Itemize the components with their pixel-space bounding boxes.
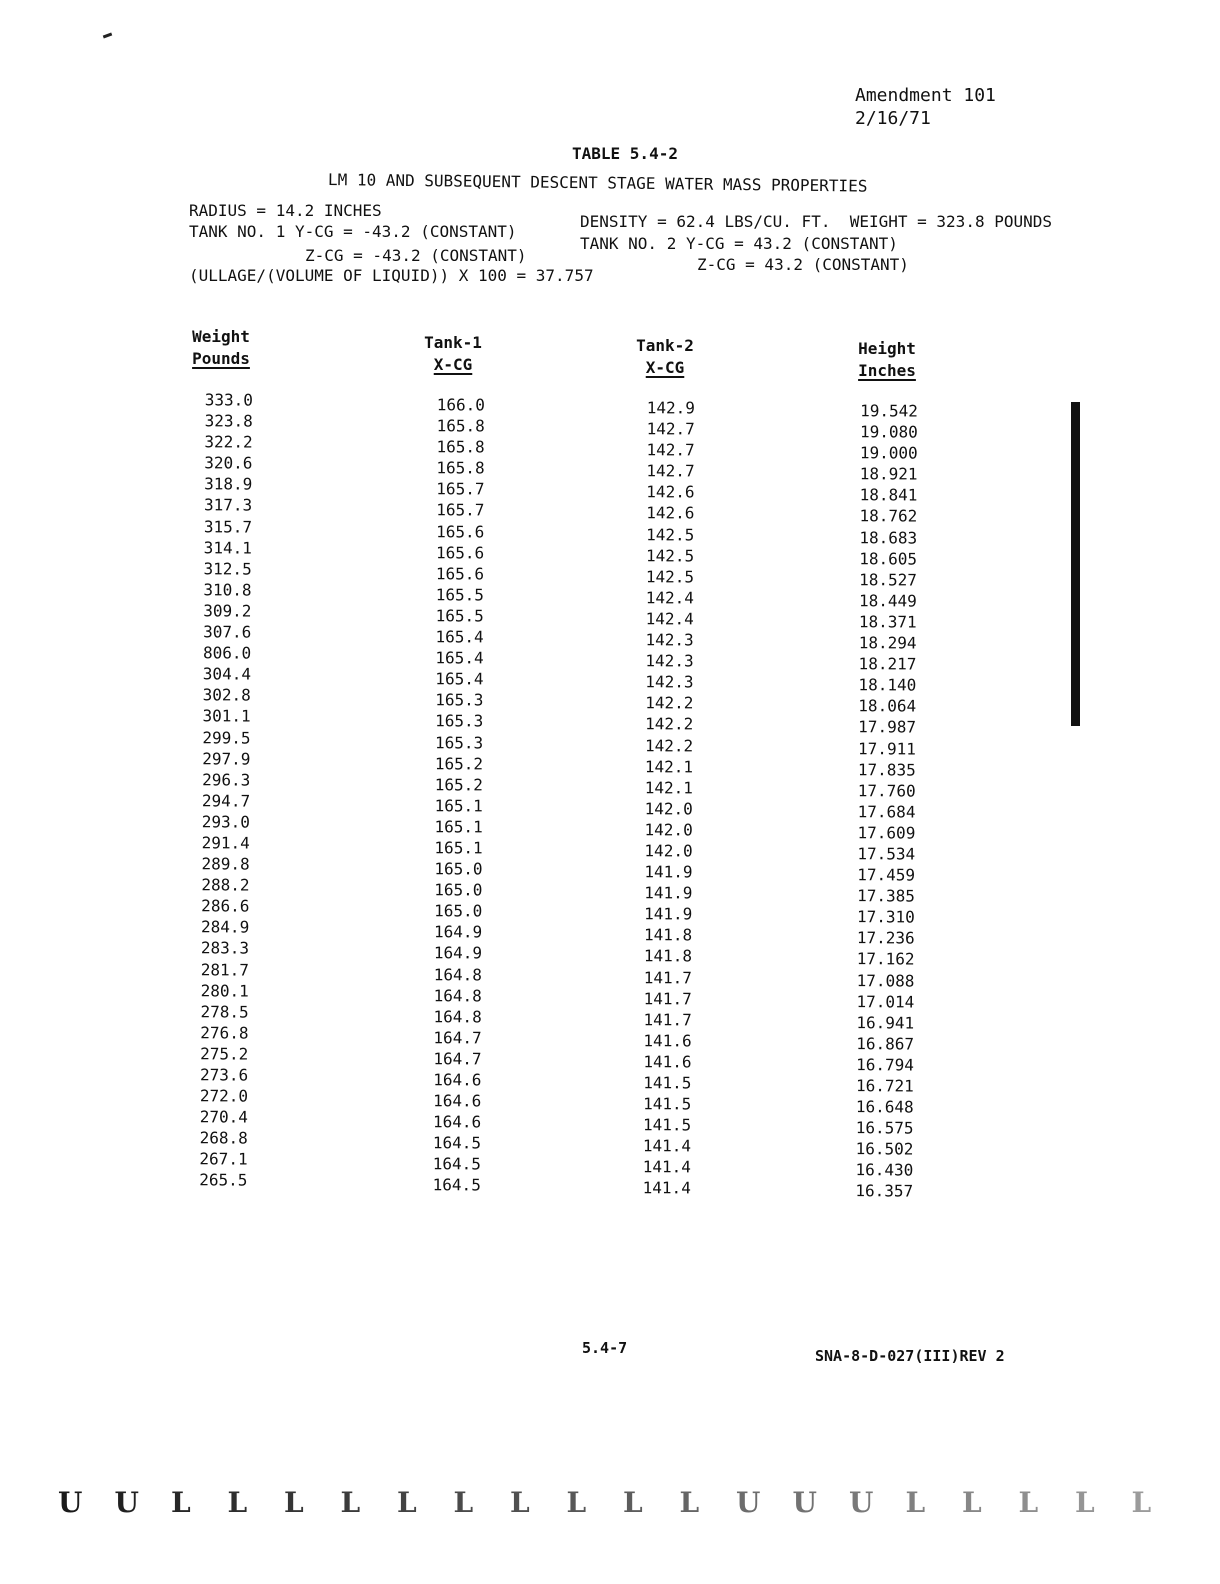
- punch-mark: L: [623, 1486, 643, 1519]
- table-cell: 164.7: [433, 1028, 482, 1048]
- table-number: TABLE 5.4-2: [572, 144, 678, 163]
- table-cell: 18.140: [858, 675, 917, 695]
- param-ullage: (ULLAGE/(VOLUME OF LIQUID)) X 100 = 37.757: [189, 266, 594, 285]
- column-tank1-xcg: [391, 394, 485, 1196]
- table-cell: 164.5: [432, 1175, 481, 1195]
- punch-mark: U: [792, 1486, 817, 1519]
- column-header-tank2: [626, 335, 704, 379]
- param-tank2-ycg: TANK NO. 2 Y-CG = 43.2 (CONSTANT): [580, 234, 898, 253]
- table-cell: 165.1: [434, 795, 483, 816]
- table-cell: 142.6: [646, 482, 695, 502]
- param-tank1-ycg: TANK NO. 1 Y-CG = -43.2 (CONSTANT): [189, 222, 517, 241]
- punch-mark: L: [566, 1486, 587, 1519]
- table-cell: 273.6: [199, 1065, 249, 1085]
- table-cell: 17.459: [857, 865, 916, 885]
- table-cell: 142.4: [645, 588, 694, 608]
- table-cell: 333.0: [204, 390, 253, 410]
- column-header-line2: Pounds: [192, 349, 250, 368]
- table-cell: 17.014: [856, 991, 915, 1012]
- table-cell: 142.7: [646, 419, 695, 439]
- table-cell: 281.7: [200, 959, 250, 980]
- table-cell: 283.3: [200, 938, 250, 959]
- table-cell: 165.4: [435, 669, 484, 689]
- table-cell: 166.0: [436, 395, 485, 415]
- table-cell: 165.8: [436, 437, 485, 457]
- table-cell: 165.8: [436, 416, 485, 436]
- table-cell: 165.3: [435, 711, 484, 731]
- table-cell: 314.1: [203, 537, 252, 558]
- amendment-block: [855, 84, 996, 130]
- column-header-line1: Weight: [192, 327, 250, 346]
- punch-mark: U: [736, 1486, 761, 1519]
- table-cell: 142.0: [644, 841, 693, 861]
- table-cell: 16.357: [855, 1181, 914, 1202]
- table-cell: 18.371: [858, 612, 917, 632]
- table-cell: 142.2: [645, 693, 694, 713]
- table-cell: 142.3: [645, 651, 694, 671]
- table-cell: 141.5: [643, 1073, 692, 1093]
- table-cell: 164.6: [433, 1070, 482, 1090]
- table-cell: 164.9: [433, 922, 483, 942]
- column-header-line1: Tank-2: [636, 336, 694, 355]
- column-header-line2: Inches: [858, 361, 916, 380]
- table-cell: 142.3: [645, 630, 694, 650]
- table-cell: 16.867: [856, 1033, 915, 1054]
- table-cell: 165.1: [434, 838, 483, 858]
- table-cell: 17.684: [857, 801, 916, 822]
- table-cell: 17.236: [856, 928, 915, 948]
- table-cell: 18.449: [858, 591, 917, 611]
- column-header-height: [850, 338, 924, 382]
- table-cell: 270.4: [199, 1107, 248, 1127]
- table-cell: 165.2: [434, 753, 484, 774]
- table-cell: 310.8: [203, 580, 252, 600]
- table-cell: 315.7: [203, 516, 253, 537]
- table-cell: 164.7: [433, 1049, 482, 1069]
- param-density-weight: DENSITY = 62.4 LBS/CU. FT. WEIGHT = 323.8 POUNDS: [580, 212, 1053, 231]
- table-cell: 288.2: [201, 875, 250, 895]
- table-cell: 165.5: [435, 585, 484, 605]
- table-cell: 18.841: [859, 485, 918, 505]
- column-tank2-xcg: [601, 397, 695, 1199]
- table-cell: 141.7: [643, 967, 693, 987]
- table-cell: 17.310: [856, 907, 915, 927]
- punch-mark: L: [340, 1486, 361, 1519]
- table-cell: 284.9: [201, 917, 250, 937]
- table-cell: 164.9: [433, 943, 483, 963]
- table-cell: 265.5: [199, 1170, 248, 1191]
- table-cell: 276.8: [200, 1023, 249, 1043]
- table-cell: 272.0: [199, 1086, 249, 1106]
- punch-mark: L: [510, 1486, 530, 1519]
- table-cell: 301.1: [202, 706, 251, 727]
- punch-mark: L: [1131, 1486, 1152, 1519]
- table-cell: 142.6: [646, 503, 695, 523]
- table-cell: 165.6: [435, 542, 485, 563]
- table-cell: 16.648: [855, 1097, 914, 1117]
- table-cell: 278.5: [200, 1001, 249, 1022]
- table-cell: 294.7: [201, 791, 251, 811]
- punch-mark: U: [849, 1486, 874, 1519]
- table-cell: 142.0: [644, 820, 693, 840]
- table-cell: 142.1: [644, 756, 694, 777]
- table-cell: 19.080: [859, 422, 918, 442]
- param-tank2-zcg: Z-CG = 43.2 (CONSTANT): [697, 255, 909, 274]
- table-cell: 141.5: [643, 1094, 692, 1114]
- table-cell: 164.8: [433, 964, 483, 984]
- table-cell: 141.4: [642, 1157, 692, 1177]
- table-cell: 17.835: [857, 759, 916, 780]
- column-header-line2: X-CG: [433, 355, 473, 374]
- table-cell: 142.5: [645, 545, 695, 566]
- param-radius: RADIUS = 14.2 INCHES: [189, 201, 382, 220]
- table-cell: 16.430: [855, 1160, 914, 1180]
- table-cell: 18.921: [859, 464, 918, 484]
- table-cell: 296.3: [202, 769, 251, 790]
- table-cell: 317.3: [203, 495, 253, 516]
- table-cell: 18.683: [859, 527, 918, 548]
- table-cell: 18.294: [858, 633, 917, 653]
- param-tank1-zcg: Z-CG = -43.2 (CONSTANT): [305, 246, 527, 265]
- table-cell: 806.0: [202, 643, 252, 663]
- table-cell: 141.9: [644, 883, 693, 903]
- table-cell: 141.9: [644, 862, 693, 882]
- table-cell: 302.8: [202, 685, 251, 705]
- table-cell: 141.4: [642, 1136, 692, 1156]
- table-cell: 142.9: [646, 398, 695, 418]
- table-cell: 19.000: [859, 443, 918, 463]
- column-weight: [157, 389, 253, 1191]
- table-cell: 17.534: [857, 844, 916, 864]
- punch-mark: L: [284, 1486, 304, 1519]
- table-cell: 286.6: [201, 896, 250, 916]
- punch-mark: U: [58, 1486, 83, 1519]
- table-cell: 165.5: [435, 606, 484, 626]
- column-height: [823, 400, 918, 1202]
- table-cell: 141.7: [643, 988, 692, 1009]
- column-header-line2: X-CG: [645, 358, 685, 377]
- table-cell: 142.1: [644, 777, 694, 798]
- table-cell: 141.8: [643, 925, 693, 945]
- table-cell: 165.3: [435, 690, 484, 710]
- table-cell: 18.762: [859, 506, 918, 527]
- table-cell: 268.8: [199, 1128, 248, 1148]
- table-cell: 289.8: [201, 854, 250, 874]
- column-header-line1: Tank-1: [424, 333, 482, 352]
- table-cell: 299.5: [202, 727, 251, 748]
- table-cell: 312.5: [203, 559, 252, 579]
- table-cell: 165.6: [436, 521, 485, 542]
- table-cell: 309.2: [203, 601, 252, 621]
- amendment-label: Amendment 101: [855, 85, 996, 106]
- page-number: 5.4-7: [582, 1339, 628, 1357]
- column-header-line1: Height: [858, 339, 916, 358]
- table-cell: 18.064: [858, 696, 917, 716]
- revision-change-bar: [1071, 402, 1080, 726]
- punch-mark: L: [1018, 1486, 1039, 1519]
- punch-mark: L: [397, 1486, 417, 1519]
- punch-mark: L: [905, 1486, 926, 1519]
- punch-mark: L: [227, 1486, 248, 1519]
- table-cell: 165.1: [434, 817, 483, 837]
- table-cell: 141.6: [643, 1031, 692, 1051]
- table-cell: 142.5: [646, 524, 695, 545]
- table-cell: 322.2: [204, 432, 253, 452]
- table-cell: 17.911: [858, 738, 916, 759]
- table-cell: 17.162: [856, 949, 915, 969]
- table-cell: 142.0: [644, 798, 693, 819]
- table-cell: 291.4: [201, 833, 250, 853]
- table-cell: 165.0: [434, 880, 483, 900]
- document-id: SNA-8-D-027(III)REV 2: [815, 1347, 1005, 1365]
- punch-mark: L: [962, 1486, 982, 1519]
- table-cell: 165.7: [436, 479, 485, 499]
- punch-mark: L: [453, 1486, 474, 1519]
- punch-mark: L: [679, 1486, 700, 1519]
- column-header-tank1: [414, 332, 492, 376]
- table-cell: 17.385: [857, 886, 916, 906]
- table-cell: 141.5: [642, 1115, 692, 1135]
- table-cell: 164.8: [433, 985, 482, 1006]
- table-title: LM 10 AND SUBSEQUENT DESCENT STAGE WATER MASS PROPERTIES: [327, 170, 868, 196]
- table-cell: 275.2: [200, 1044, 249, 1064]
- table-cell: 141.6: [643, 1052, 692, 1072]
- table-cell: 19.542: [860, 401, 918, 421]
- binder-punch-marks: [58, 1486, 1158, 1519]
- table-cell: 323.8: [204, 411, 253, 431]
- table-cell: 141.9: [644, 904, 693, 924]
- punch-mark: L: [171, 1486, 191, 1519]
- table-cell: 165.8: [436, 458, 485, 478]
- table-cell: 297.9: [202, 748, 251, 769]
- table-cell: 293.0: [201, 812, 251, 832]
- table-cell: 141.7: [643, 1009, 692, 1030]
- table-cell: 16.575: [855, 1118, 914, 1138]
- table-cell: 318.9: [204, 474, 253, 495]
- column-header-weight: [186, 326, 256, 370]
- table-cell: 165.3: [434, 732, 484, 752]
- table-cell: 142.2: [644, 735, 694, 755]
- table-cell: 164.5: [432, 1154, 482, 1174]
- table-cell: 18.527: [859, 569, 917, 590]
- table-cell: 165.2: [434, 774, 484, 795]
- table-cell: 304.4: [202, 664, 252, 684]
- table-cell: 16.794: [856, 1055, 914, 1075]
- table-cell: 280.1: [200, 980, 249, 1001]
- table-cell: 16.721: [855, 1076, 914, 1096]
- amendment-date: 2/16/71: [855, 108, 931, 129]
- table-cell: 165.4: [435, 627, 484, 647]
- table-cell: 17.987: [858, 717, 917, 737]
- punch-mark: L: [1075, 1486, 1095, 1519]
- table-cell: 142.7: [646, 440, 695, 460]
- table-cell: 16.502: [855, 1139, 914, 1159]
- punch-mark: U: [114, 1486, 139, 1519]
- table-cell: 16.941: [856, 1012, 915, 1033]
- table-cell: 17.088: [856, 970, 915, 991]
- table-cell: 142.4: [645, 609, 694, 629]
- table-cell: 142.5: [645, 566, 695, 587]
- table-cell: 165.7: [436, 500, 485, 520]
- table-cell: 142.2: [645, 714, 694, 734]
- table-cell: 164.6: [432, 1112, 482, 1132]
- table-cell: 267.1: [199, 1149, 248, 1169]
- table-cell: 320.6: [204, 453, 253, 473]
- table-cell: 141.8: [643, 946, 693, 966]
- table-cell: 164.6: [433, 1091, 482, 1111]
- table-cell: 142.3: [645, 672, 694, 692]
- table-cell: 17.609: [857, 823, 916, 843]
- table-cell: 17.760: [857, 780, 916, 801]
- table-cell: 165.0: [434, 859, 483, 879]
- stray-scan-mark: [103, 33, 112, 39]
- table-cell: 164.8: [433, 1006, 482, 1027]
- table-cell: 18.217: [858, 654, 917, 674]
- table-cell: 165.0: [434, 901, 483, 921]
- table-cell: 142.7: [646, 461, 695, 481]
- table-cell: 164.5: [432, 1133, 482, 1153]
- table-cell: 307.6: [203, 622, 252, 642]
- table-cell: 18.605: [859, 548, 918, 569]
- table-cell: 165.4: [435, 648, 484, 668]
- table-cell: 165.6: [435, 563, 485, 584]
- table-cell: 141.4: [642, 1178, 691, 1198]
